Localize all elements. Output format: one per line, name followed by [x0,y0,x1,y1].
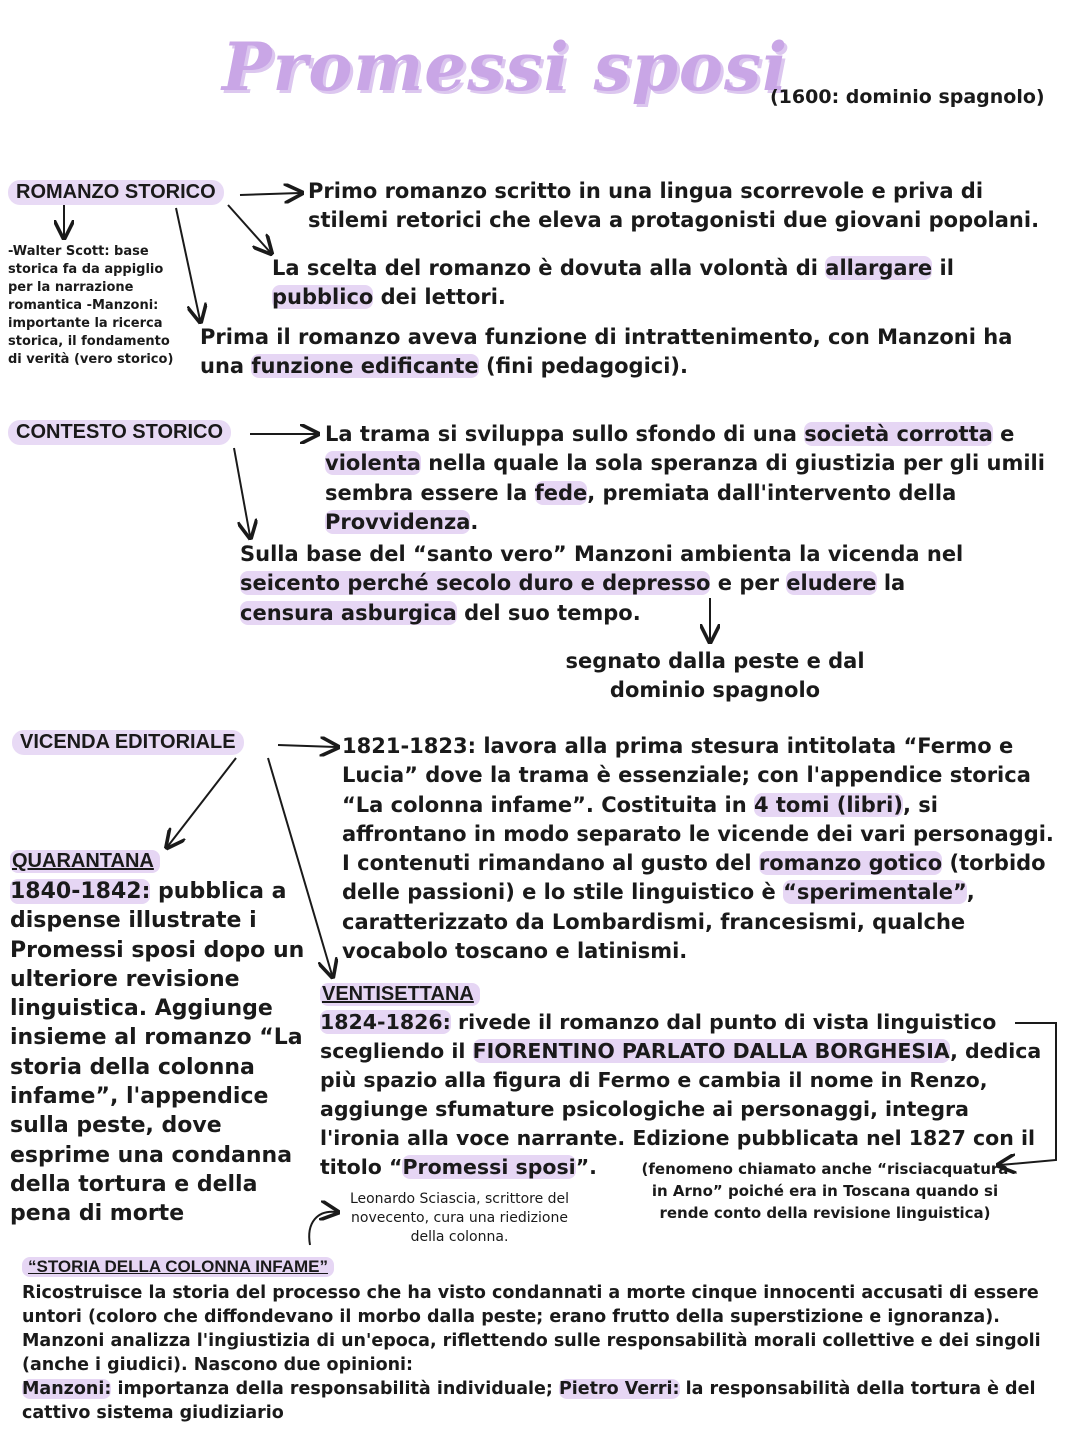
section-header-colonna: “STORIA DELLA COLONNA INFAME” [22,1257,334,1277]
page-subtitle: (1600: dominio spagnolo) [770,86,1045,108]
romanzo-p3: Prima il romanzo aveva funzione di intrattenimento, con Manzoni ha una funzione edificante (fini pedagogici). [200,325,1013,379]
sciascia-note: Leonardo Sciascia, scrittore del novecento, cura una riedizione della colonna. [349,1191,570,1245]
arrow-contesto-p2 [234,448,250,536]
arrow-vicenda-quarantana [168,758,236,846]
colonna-p1: Ricostruisce la storia del processo che ha visto condannati a morte cinque innocenti accusati di essere untori (coloro che diffondevano il morbo dalla peste; erano frutto della superstizione e ignoranza). Manzoni analizza l'ingiustizia di un'epoca, riflettendo sulle responsabilità morali collettive e dei singoli (anche i giudici). Nascono due opinioni: [22,1283,1041,1375]
colonna-p2: Manzoni: importanza della responsabilità individuale; Pietro Verri: la responsabilità della tortura è del cattivo sistema giudiziario [22,1379,1036,1423]
section-header-vicenda: VICENDA EDITORIALE [12,730,244,755]
romanzo-p2: La scelta del romanzo è dovuta alla volontà di allargare il pubblico dei lettori. [272,256,954,310]
ventisettana-note: (fenomeno chiamato anche “risciacquatura in Arno” poiché era in Toscana quando si rende conto della revisione linguistica) [641,1160,1009,1222]
contesto-p2: Sulla base del “santo vero” Manzoni ambienta la vicenda nel seicento perché secolo duro e depresso e per eludere la censura asburgica del suo tempo. [240,542,964,625]
arrow-romanzo-p1 [240,193,300,195]
ventisettana-p1: 1824-1826: rivede il romanzo dal punto di vista linguistico scegliendo il FIORENTINO PARLATO DALLA BORGHESIA, dedica più spazio alla figura di Fermo e cambia il nome in Renzo, aggiunge sfumature psicologiche ai personaggi, integra l'ironia alla voce narrante. Edizione pubblicata nel 1827 con il titolo “Promessi sposi”. [320,1010,1042,1179]
contesto-p3: segnato dalla peste e dal dominio spagnolo [565,649,865,703]
section-header-contesto: CONTESTO STORICO [8,420,231,445]
romanzo-p1: Primo romanzo scritto in una lingua scorrevole e priva di stilemi retorici che eleva a protagonisti due giovani popolani. [308,179,1040,233]
page-title: Promessi sposi [222,28,789,106]
arrow-romanzo-p2 [228,205,270,252]
contesto-p1: La trama si sviluppa sullo sfondo di una società corrotta e violenta nella quale la sola speranza di giustizia per gli umili sembra essere la fede, premiata dall'intervento della Provvidenza. [325,422,1045,534]
romanzo-side-note: -Walter Scott: base storica fa da appiglio per la narrazione romantica -Manzoni: importante la ricerca storica, il fondamento di verità (vero storico) [8,244,174,367]
section-header-romanzo: ROMANZO STORICO [8,180,224,205]
section-header-ventisettana: VENTISETTANA [320,983,480,1006]
section-header-quarantana: QUARANTANA [10,850,160,873]
arrow-vicenda-p1 [278,745,336,747]
vicenda-p1: 1821-1823: lavora alla prima stesura intitolata “Fermo e Lucia” dove la trama è essenziale; con l'appendice storica “La colonna infame”. Costituita in 4 tomi (libri), si affrontano in modo separato le vicende dei vari personaggi. I contenuti rimandano al gusto del romanzo gotico (torbido delle passioni) e lo stile linguistico è “sperimentale”, caratterizzato da Lombardismi, francesismi, qualche vocabolo toscano e latinismi. [342,734,1054,964]
quarantana-p1: 1840-1842: pubblica a dispense illustrate i Promessi sposi dopo un ulteriore revisione linguistica. Aggiunge insieme al romanzo “La storia della colonna infame”, l'appendice sulla peste, dove esprime una condanna della tortura e della pena di morte [10,879,305,1227]
